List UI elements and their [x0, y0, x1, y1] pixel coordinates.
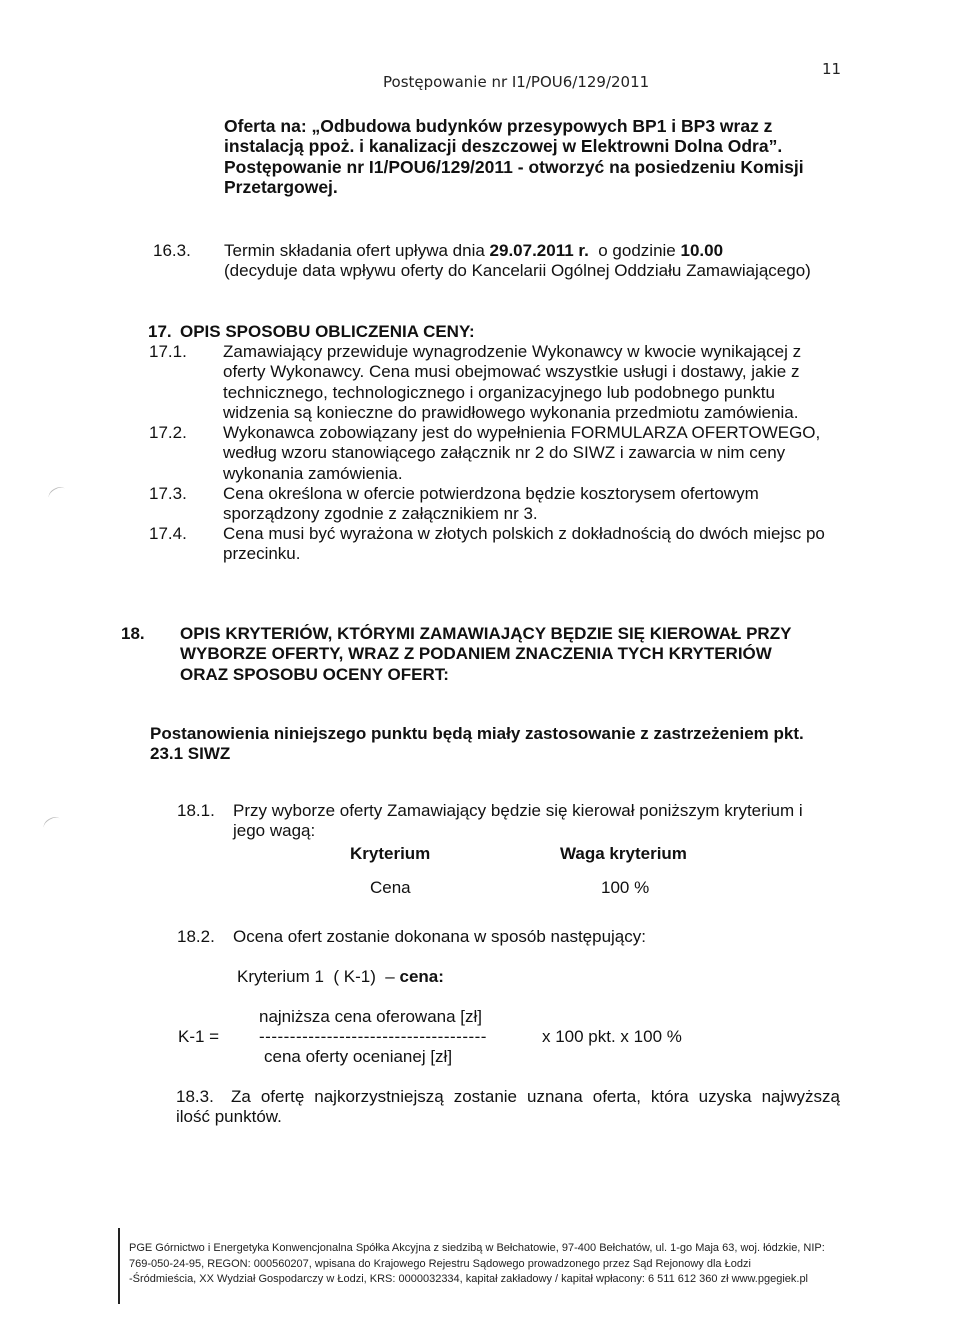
- section-title-line: ORAZ SPOSOBU OCENY OFERT:: [180, 664, 449, 684]
- item-number: 17.1.: [149, 342, 187, 361]
- criteria-header-weight: Waga kryterium: [560, 844, 687, 863]
- item-number: 18.1.: [177, 801, 215, 820]
- item-line: widzenia są konieczne do prawidłowego wykonania przedmiotu zamówienia.: [223, 402, 799, 422]
- formula-lhs: K-1 =: [178, 1027, 220, 1046]
- deadline-line: [224, 241, 864, 261]
- item-number: 17.3.: [149, 484, 187, 503]
- item-line: przecinku.: [223, 544, 301, 564]
- criterion-bold: cena:: [399, 967, 444, 986]
- footer-rule: [118, 1228, 120, 1304]
- deadline-text: Termin składania ofert upływa dnia: [224, 241, 490, 260]
- footer-line: -Śródmieścia, XX Wydział Gospodarczy w Łodzi, KRS: 0000032334, kapitał zakładowy / kapitał wpłacony: 6 511 612 360 zł www.pgegiek.pl: [129, 1273, 809, 1285]
- criteria-value-name: Cena: [370, 878, 411, 897]
- item-paragraph: [223, 524, 863, 565]
- document-header-title: Postępowanie nr I1/POU6/129/2011: [383, 73, 650, 91]
- item-line: Cena musi być wyrażona w złotych polskich z dokładnością do dwóch miejsc po: [223, 524, 825, 543]
- footer-line: 769-050-24-95, REGON: 000560207, wpisana do Krajowego Rejestru Sądowego prowadzonego przez Sąd Rejonowy dla Łodzi: [129, 1257, 751, 1270]
- section-number: 17.: [148, 322, 172, 341]
- note-line: Postanowienia niniejszego punktu będą miały zastosowanie z zastrzeżeniem pkt.: [150, 724, 804, 743]
- envelope-line: Postępowanie nr I1/POU6/129/2011 - otworzyć na posiedzeniu Komisji: [224, 156, 804, 177]
- deadline-time: 10.00: [680, 241, 724, 260]
- item-number: 18.3.: [176, 1087, 214, 1106]
- envelope-line: Przetargowej.: [224, 176, 338, 197]
- item-line: Przy wyborze oferty Zamawiający będzie się kierował poniższym kryterium i: [233, 801, 803, 820]
- footer-line: PGE Górnictwo i Energetyka Konwencjonalna Spółka Akcyjna z siedzibą w Bełchatowie, 97-400 Bełchatów, ul. 1-go Maja 63, woj. łódzkie, NIP:: [129, 1242, 825, 1254]
- envelope-line: instalacją ppoż. i kanalizacji deszczowej w Elektrowni Dolna Odra”.: [224, 136, 783, 157]
- note-line: 23.1 SIWZ: [150, 744, 231, 764]
- scan-mark: [46, 484, 67, 503]
- formula-multiplier: x 100 pkt. x 100 %: [542, 1027, 682, 1046]
- item-number: 17.4.: [149, 524, 187, 543]
- criteria-value-weight: 100 %: [601, 878, 650, 897]
- item-paragraph: Ocena ofert zostanie dokonana w sposób następujący:: [233, 927, 646, 946]
- section-note: [150, 724, 850, 765]
- company-footer: [129, 1241, 845, 1288]
- item-line: Za ofertę najkorzystniejszą zostanie uznana oferta, która uzyska najwyższą: [231, 1087, 840, 1106]
- deadline-date: 29.07.2011 r.: [489, 241, 589, 260]
- item-line: ilość punktów.: [176, 1107, 282, 1127]
- item-paragraph: [233, 801, 853, 842]
- item-paragraph: [223, 423, 845, 484]
- criterion-label: [237, 967, 444, 987]
- section-number: 18.: [121, 624, 145, 643]
- section-title-line: WYBORZE OFERTY, WRAZ Z PODANIEM ZNACZENIA TYCH KRYTERIÓW: [180, 644, 772, 664]
- envelope-line: Oferta na: „Odbudowa budynków przesypowych BP1 i BP3 wraz z: [224, 116, 773, 136]
- page-number: 11: [822, 60, 842, 78]
- section-title: OPIS SPOSOBU OBLICZENIA CENY:: [180, 322, 475, 341]
- item-line: Wykonawca zobowiązany jest do wypełnienia FORMULARZA OFERTOWEGO,: [223, 423, 821, 442]
- section-title-line: OPIS KRYTERIÓW, KTÓRYMI ZAMAWIAJĄCY BĘDZIE SIĘ KIEROWAŁ PRZY: [180, 624, 792, 643]
- deadline-note: (decyduje data wpływu oferty do Kancelarii Ogólnej Oddziału Zamawiającego): [224, 261, 811, 281]
- deadline-paragraph: [224, 241, 864, 282]
- item-paragraph: [176, 1087, 856, 1128]
- criteria-header-name: Kryterium: [350, 844, 431, 863]
- item-line: wykonania zamówienia.: [223, 463, 403, 483]
- item-number: 17.2.: [149, 423, 187, 442]
- formula-denominator: cena oferty ocenianej [zł]: [264, 1047, 453, 1066]
- formula-numerator: najniższa cena oferowana [zł]: [259, 1007, 483, 1026]
- item-line: sporządzony zgodnie z załącznikiem nr 3.: [223, 504, 538, 524]
- item-line: według wzoru stanowiącego załącznik nr 2 do SIWZ i zawarcia w nim ceny: [223, 443, 786, 463]
- item-paragraph: [223, 484, 845, 525]
- scan-mark: [41, 814, 62, 833]
- section-number: 16.3.: [153, 241, 191, 260]
- item-paragraph: [223, 342, 845, 423]
- formula-divider: -------------------------------------: [259, 1027, 487, 1046]
- item-line: Cena określona w ofercie potwierdzona będzie kosztorysem ofertowym: [223, 484, 759, 503]
- envelope-label: [224, 116, 846, 197]
- item-line: technicznego, technologicznego i organizacyjnego lub podobnego punktu: [223, 382, 775, 402]
- criterion-text: Kryterium 1 ( K-1) –: [237, 967, 400, 986]
- item-line: Zamawiający przewiduje wynagrodzenie Wykonawcy w kwocie wynikającej z: [223, 342, 802, 361]
- item-line: oferty Wykonawcy. Cena musi obejmować wszystkie usługi i dostawy, jakie z: [223, 362, 800, 382]
- deadline-text: o godzinie: [588, 241, 681, 260]
- item-line: jego wagą:: [233, 821, 316, 841]
- section-title: [180, 624, 844, 685]
- item-number: 18.2.: [177, 927, 215, 946]
